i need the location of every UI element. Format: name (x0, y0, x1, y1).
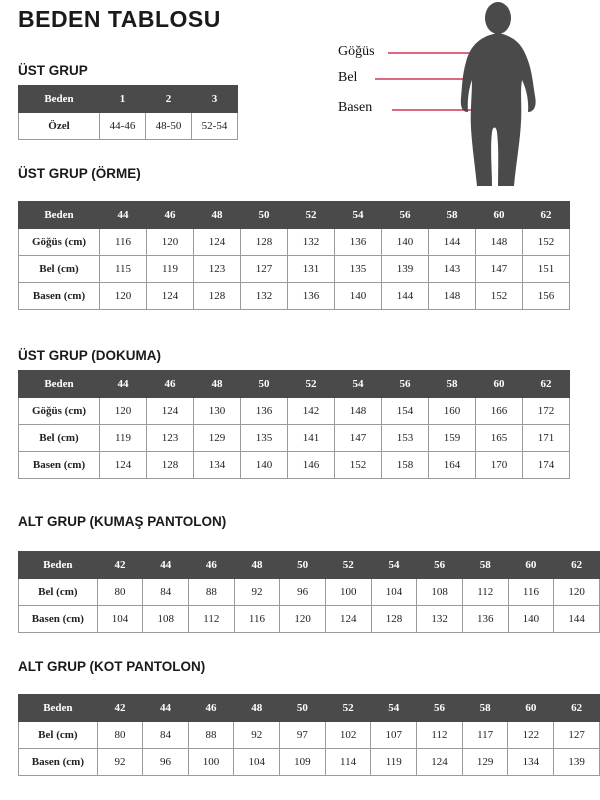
table-cell: 120 (280, 606, 326, 633)
column-header-size: 48 (234, 552, 280, 579)
table-cell: 88 (189, 579, 235, 606)
row-header: Özel (19, 113, 100, 140)
column-header-size: 58 (429, 202, 476, 229)
table-ust-grup (18, 85, 238, 140)
table-cell: 159 (429, 425, 476, 452)
column-header-size: 60 (508, 552, 554, 579)
table-row (19, 256, 570, 283)
table-cell: 48-50 (146, 113, 192, 140)
row-header: Basen (cm) (19, 452, 100, 479)
table-cell: 153 (382, 425, 429, 452)
table-cell: 140 (382, 229, 429, 256)
table-cell: 132 (288, 229, 335, 256)
table-cell: 104 (97, 606, 143, 633)
column-header-size: 60 (508, 695, 554, 722)
column-header-size: 52 (288, 371, 335, 398)
table-cell: 119 (100, 425, 147, 452)
table-cell: 84 (143, 722, 188, 749)
table-cell: 119 (371, 749, 417, 776)
table-cell: 140 (241, 452, 288, 479)
column-header-size: 46 (147, 371, 194, 398)
section-title-dokuma: ÜST GRUP (DOKUMA) (18, 348, 161, 363)
row-header: Bel (cm) (19, 425, 100, 452)
table-cell: 131 (288, 256, 335, 283)
table-cell: 112 (462, 579, 508, 606)
table-cell: 104 (371, 579, 417, 606)
table-cell: 124 (194, 229, 241, 256)
table-cell: 122 (508, 722, 554, 749)
body-silhouette-icon (330, 0, 600, 190)
table-cell: 164 (429, 452, 476, 479)
column-header-size: 2 (146, 86, 192, 113)
row-header: Basen (cm) (19, 283, 100, 310)
table-cell: 102 (325, 722, 371, 749)
column-header-beden: Beden (19, 552, 98, 579)
table-row (19, 579, 600, 606)
table-row (19, 398, 570, 425)
column-header-size: 58 (462, 552, 508, 579)
table-cell: 124 (147, 398, 194, 425)
column-header-size: 58 (429, 371, 476, 398)
column-header-size: 48 (234, 695, 280, 722)
table-cell: 170 (476, 452, 523, 479)
table-header-row (19, 552, 600, 579)
column-header-size: 60 (476, 371, 523, 398)
column-header-size: 52 (325, 552, 371, 579)
table-cell: 158 (382, 452, 429, 479)
column-header-size: 56 (382, 202, 429, 229)
table-cell: 84 (143, 579, 189, 606)
table-cell: 151 (523, 256, 570, 283)
table-cell: 96 (280, 579, 326, 606)
table-cell: 112 (417, 722, 463, 749)
column-header-size: 54 (335, 202, 382, 229)
table-cell: 134 (508, 749, 554, 776)
table-cell: 152 (335, 452, 382, 479)
table-cell: 132 (417, 606, 463, 633)
table-cell: 143 (429, 256, 476, 283)
table-cell: 136 (288, 283, 335, 310)
table-alt-grup-kot-pantolon (18, 694, 600, 776)
table-cell: 120 (100, 283, 147, 310)
column-header-size: 3 (192, 86, 238, 113)
table-cell: 80 (97, 579, 143, 606)
table-cell: 171 (523, 425, 570, 452)
table-cell: 144 (554, 606, 600, 633)
table-cell: 124 (417, 749, 463, 776)
table-cell: 148 (335, 398, 382, 425)
table-cell: 114 (325, 749, 371, 776)
page-title: BEDEN TABLOSU (18, 6, 221, 32)
row-header: Bel (cm) (19, 579, 98, 606)
table-cell: 100 (325, 579, 371, 606)
table-cell: 140 (508, 606, 554, 633)
column-header-size: 42 (97, 695, 142, 722)
table-cell: 92 (234, 722, 280, 749)
column-header-size: 46 (189, 552, 235, 579)
table-cell: 135 (335, 256, 382, 283)
column-header-size: 44 (143, 552, 189, 579)
table-cell: 128 (371, 606, 417, 633)
figure-label-gogus: Göğüs (338, 44, 375, 59)
table-cell: 140 (335, 283, 382, 310)
table-cell: 147 (476, 256, 523, 283)
table-cell: 152 (476, 283, 523, 310)
table-cell: 142 (288, 398, 335, 425)
table-row (19, 113, 238, 140)
table-cell: 123 (147, 425, 194, 452)
table-cell: 156 (523, 283, 570, 310)
table-cell: 92 (97, 749, 142, 776)
table-cell: 136 (335, 229, 382, 256)
table-cell: 117 (462, 722, 508, 749)
table-cell: 123 (194, 256, 241, 283)
column-header-size: 52 (325, 695, 371, 722)
table-cell: 152 (523, 229, 570, 256)
table-cell: 136 (462, 606, 508, 633)
column-header-size: 56 (417, 695, 463, 722)
table-header-row (19, 371, 570, 398)
column-header-size: 44 (100, 371, 147, 398)
table-header-row (19, 695, 600, 722)
column-header-size: 52 (288, 202, 335, 229)
table-cell: 120 (100, 398, 147, 425)
table-cell: 116 (508, 579, 554, 606)
body-figure (330, 0, 600, 190)
table-cell: 160 (429, 398, 476, 425)
table-header-row (19, 202, 570, 229)
column-header-size: 48 (194, 371, 241, 398)
table-cell: 165 (476, 425, 523, 452)
table-cell: 116 (234, 606, 280, 633)
table-cell: 44-46 (100, 113, 146, 140)
table-cell: 80 (97, 722, 142, 749)
table-row (19, 229, 570, 256)
table-cell: 107 (371, 722, 417, 749)
table-cell: 124 (147, 283, 194, 310)
column-header-beden: Beden (19, 86, 100, 113)
table-cell: 109 (280, 749, 326, 776)
column-header-size: 62 (554, 552, 600, 579)
table-alt-grup-kumas-pantolon (18, 551, 600, 633)
table-cell: 129 (194, 425, 241, 452)
figure-label-bel: Bel (338, 70, 358, 85)
table-cell: 144 (429, 229, 476, 256)
table-cell: 129 (462, 749, 508, 776)
column-header-size: 50 (241, 202, 288, 229)
column-header-size: 42 (97, 552, 143, 579)
table-row (19, 425, 570, 452)
table-cell: 172 (523, 398, 570, 425)
column-header-size: 44 (100, 202, 147, 229)
table-cell: 139 (554, 749, 600, 776)
column-header-size: 58 (462, 695, 508, 722)
table-cell: 128 (241, 229, 288, 256)
column-header-size: 46 (188, 695, 234, 722)
column-header-size: 50 (280, 695, 326, 722)
table-cell: 115 (100, 256, 147, 283)
column-header-size: 54 (371, 695, 417, 722)
table-cell: 166 (476, 398, 523, 425)
column-header-size: 1 (100, 86, 146, 113)
column-header-size: 62 (554, 695, 600, 722)
column-header-size: 50 (280, 552, 326, 579)
section-title-orme: ÜST GRUP (ÖRME) (18, 166, 141, 181)
column-header-size: 44 (143, 695, 188, 722)
table-cell: 148 (429, 283, 476, 310)
column-header-size: 56 (382, 371, 429, 398)
table-cell: 120 (554, 579, 600, 606)
row-header: Bel (cm) (19, 722, 98, 749)
column-header-size: 60 (476, 202, 523, 229)
row-header: Basen (cm) (19, 606, 98, 633)
table-cell: 128 (194, 283, 241, 310)
table-ust-grup-dokuma (18, 370, 570, 479)
table-cell: 132 (241, 283, 288, 310)
column-header-size: 62 (523, 202, 570, 229)
column-header-beden: Beden (19, 695, 98, 722)
table-cell: 116 (100, 229, 147, 256)
row-header: Bel (cm) (19, 256, 100, 283)
table-cell: 134 (194, 452, 241, 479)
table-cell: 104 (234, 749, 280, 776)
column-header-size: 54 (371, 552, 417, 579)
section-title-kumas: ALT GRUP (KUMAŞ PANTOLON) (18, 514, 227, 529)
figure-label-basen: Basen (338, 100, 373, 115)
column-header-beden: Beden (19, 371, 100, 398)
column-header-size: 48 (194, 202, 241, 229)
table-cell: 124 (325, 606, 371, 633)
column-header-size: 56 (417, 552, 463, 579)
column-header-size: 50 (241, 371, 288, 398)
table-cell: 112 (189, 606, 235, 633)
table-cell: 136 (241, 398, 288, 425)
column-header-size: 46 (147, 202, 194, 229)
table-cell: 135 (241, 425, 288, 452)
table-cell: 108 (417, 579, 463, 606)
table-cell: 139 (382, 256, 429, 283)
table-cell: 144 (382, 283, 429, 310)
section-title-ust-grup: ÜST GRUP (18, 63, 88, 78)
table-cell: 128 (147, 452, 194, 479)
row-header: Basen (cm) (19, 749, 98, 776)
table-cell: 154 (382, 398, 429, 425)
table-cell: 120 (147, 229, 194, 256)
table-row (19, 749, 600, 776)
table-header-row (19, 86, 238, 113)
table-cell: 108 (143, 606, 189, 633)
section-title-kot: ALT GRUP (KOT PANTOLON) (18, 659, 206, 674)
table-cell: 127 (241, 256, 288, 283)
table-cell: 174 (523, 452, 570, 479)
table-ust-grup-orme (18, 201, 570, 310)
table-cell: 92 (234, 579, 280, 606)
column-header-size: 54 (335, 371, 382, 398)
column-header-size: 62 (523, 371, 570, 398)
table-cell: 147 (335, 425, 382, 452)
table-row (19, 722, 600, 749)
table-row (19, 283, 570, 310)
table-cell: 130 (194, 398, 241, 425)
table-cell: 96 (143, 749, 188, 776)
table-cell: 100 (188, 749, 234, 776)
row-header: Göğüs (cm) (19, 398, 100, 425)
table-cell: 148 (476, 229, 523, 256)
table-row (19, 452, 570, 479)
table-cell: 146 (288, 452, 335, 479)
table-cell: 127 (554, 722, 600, 749)
table-cell: 124 (100, 452, 147, 479)
table-cell: 52-54 (192, 113, 238, 140)
table-cell: 141 (288, 425, 335, 452)
table-cell: 88 (188, 722, 234, 749)
row-header: Göğüs (cm) (19, 229, 100, 256)
column-header-beden: Beden (19, 202, 100, 229)
table-cell: 97 (280, 722, 326, 749)
table-cell: 119 (147, 256, 194, 283)
table-row (19, 606, 600, 633)
